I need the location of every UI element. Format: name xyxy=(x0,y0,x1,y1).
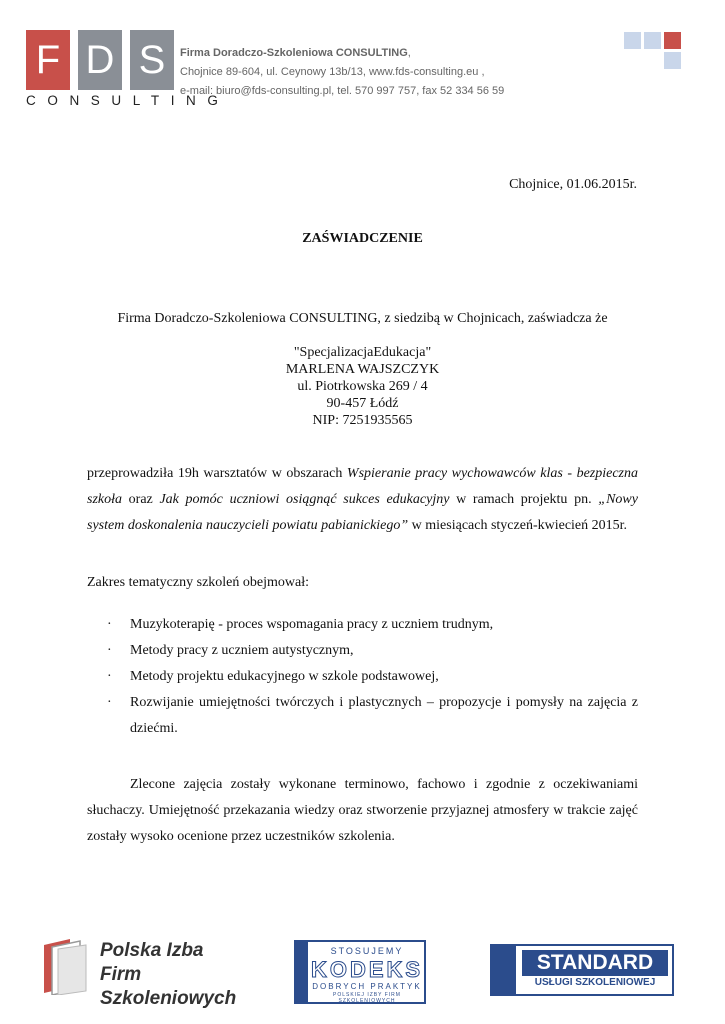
company-name-suffix: , xyxy=(407,47,411,59)
main-paragraph xyxy=(87,461,638,539)
logo-letter-d: D xyxy=(78,30,122,90)
scope-heading: Zakres tematyczny szkoleń obejmował: xyxy=(87,575,309,590)
pizfs-line-2: Firm Szkoleniowych xyxy=(100,964,237,1009)
decorative-squares-icon xyxy=(624,32,682,70)
company-name: Firma Doradczo-Szkoleniowa CONSULTING xyxy=(180,47,408,59)
closing-paragraph: Zlecone zajęcia zostały wykonane terminowo, fachowo i zgodnie z oczekiwaniami słuchaczy. Umiejętność przekazania wiedzy oraz stworzenie przyjaznej atmosfery w trakcie zajęć zostały wysoko ocenione przez uczestników szkolenia. xyxy=(87,777,638,844)
main-text-2: oraz xyxy=(122,492,160,507)
standard-sub-text: USŁUGI SZKOLENIOWEJ xyxy=(534,977,656,988)
pizfs-line-1: Polska Izba xyxy=(100,940,204,961)
project-name: „Nowy system doskonalenia nauczycieli powiatu pabianickiego” xyxy=(87,492,638,533)
kodeks-logo xyxy=(294,940,426,1004)
list-item-text: Metody projektu edukacyjnego w szkole podstawowej, xyxy=(130,669,439,684)
recipient-block xyxy=(0,344,725,429)
standard-logo xyxy=(490,944,674,996)
recipient-company: "SpecjalizacjaEdukacja" xyxy=(293,345,432,360)
kodeks-top-text: STOSUJEMY xyxy=(330,946,404,956)
document-title: ZAŚWIADCZENIE xyxy=(302,231,423,246)
intro-line: Firma Doradczo-Szkoleniowa CONSULTING, z siedzibą w Chojnicach, zaświadcza że xyxy=(117,311,608,326)
bullet-icon: · xyxy=(107,695,112,710)
kodeks-tiny-text: POLSKIEJ IZBY FIRM SZKOLENIOWYCH xyxy=(333,992,401,1004)
standard-main-text: STANDARD xyxy=(522,950,668,976)
main-text-4: w miesiącach styczeń-kwiecień 2015r. xyxy=(408,518,628,533)
recipient-city: 90-457 Łódź xyxy=(326,396,399,411)
fds-logo xyxy=(26,30,174,90)
main-text-3: w ramach projektu pn. xyxy=(449,492,599,507)
pizfs-name xyxy=(100,939,280,1011)
list-item-text: Rozwijanie umiejętności twórczych i plastycznych – propozycje i pomysły na zajęcia z dziećmi. xyxy=(130,695,638,736)
bullet-icon: · xyxy=(107,643,112,658)
main-text-1: przeprowadziła 19h warsztatów w obszarach xyxy=(87,466,347,481)
kodeks-sub-text: DOBRYCH PRAKTYK xyxy=(312,982,422,991)
recipient-street: ul. Piotrkowska 269 / 4 xyxy=(297,379,428,394)
bullet-icon: · xyxy=(107,669,112,684)
document-date: Chojnice, 01.06.2015r. xyxy=(509,177,637,192)
company-address: Chojnice 89-604, ul. Ceynowy 13b/13, www.fds-consulting.eu , xyxy=(180,66,485,78)
list-item xyxy=(107,690,638,742)
kodeks-side-bar xyxy=(296,942,308,1002)
list-item xyxy=(107,638,638,664)
list-item xyxy=(107,664,638,690)
logo-letter-s: S xyxy=(130,30,174,90)
company-details xyxy=(180,44,504,101)
list-item xyxy=(107,612,638,638)
recipient-nip: NIP: 7251935565 xyxy=(312,413,413,428)
workshop-area-2: Jak pomóc uczniowi osiągnąć sukces edukacyjny xyxy=(159,492,450,507)
kodeks-main-text: KODEKS xyxy=(310,957,424,982)
list-item-text: Metody pracy z uczniem autystycznym, xyxy=(130,643,354,658)
recipient-person: MARLENA WAJSZCZYK xyxy=(285,362,440,377)
scope-list xyxy=(107,612,638,742)
logo-subtitle: CONSULTING xyxy=(26,93,230,108)
list-item-text: Muzykoterapię - proces wspomagania pracy z uczniem trudnym, xyxy=(130,617,494,632)
pizfs-logo xyxy=(40,935,280,1009)
bullet-icon: · xyxy=(107,617,112,632)
logo-letter-f: F xyxy=(26,30,70,90)
company-contact: e-mail: biuro@fds-consulting.pl, tel. 570 997 757, fax 52 334 56 59 xyxy=(180,85,505,97)
standard-side-bar xyxy=(492,946,516,994)
workshop-area-1: Wspieranie pracy wychowawców klas - bezpieczna szkoła xyxy=(87,466,638,507)
pizfs-mark-icon xyxy=(40,937,92,995)
